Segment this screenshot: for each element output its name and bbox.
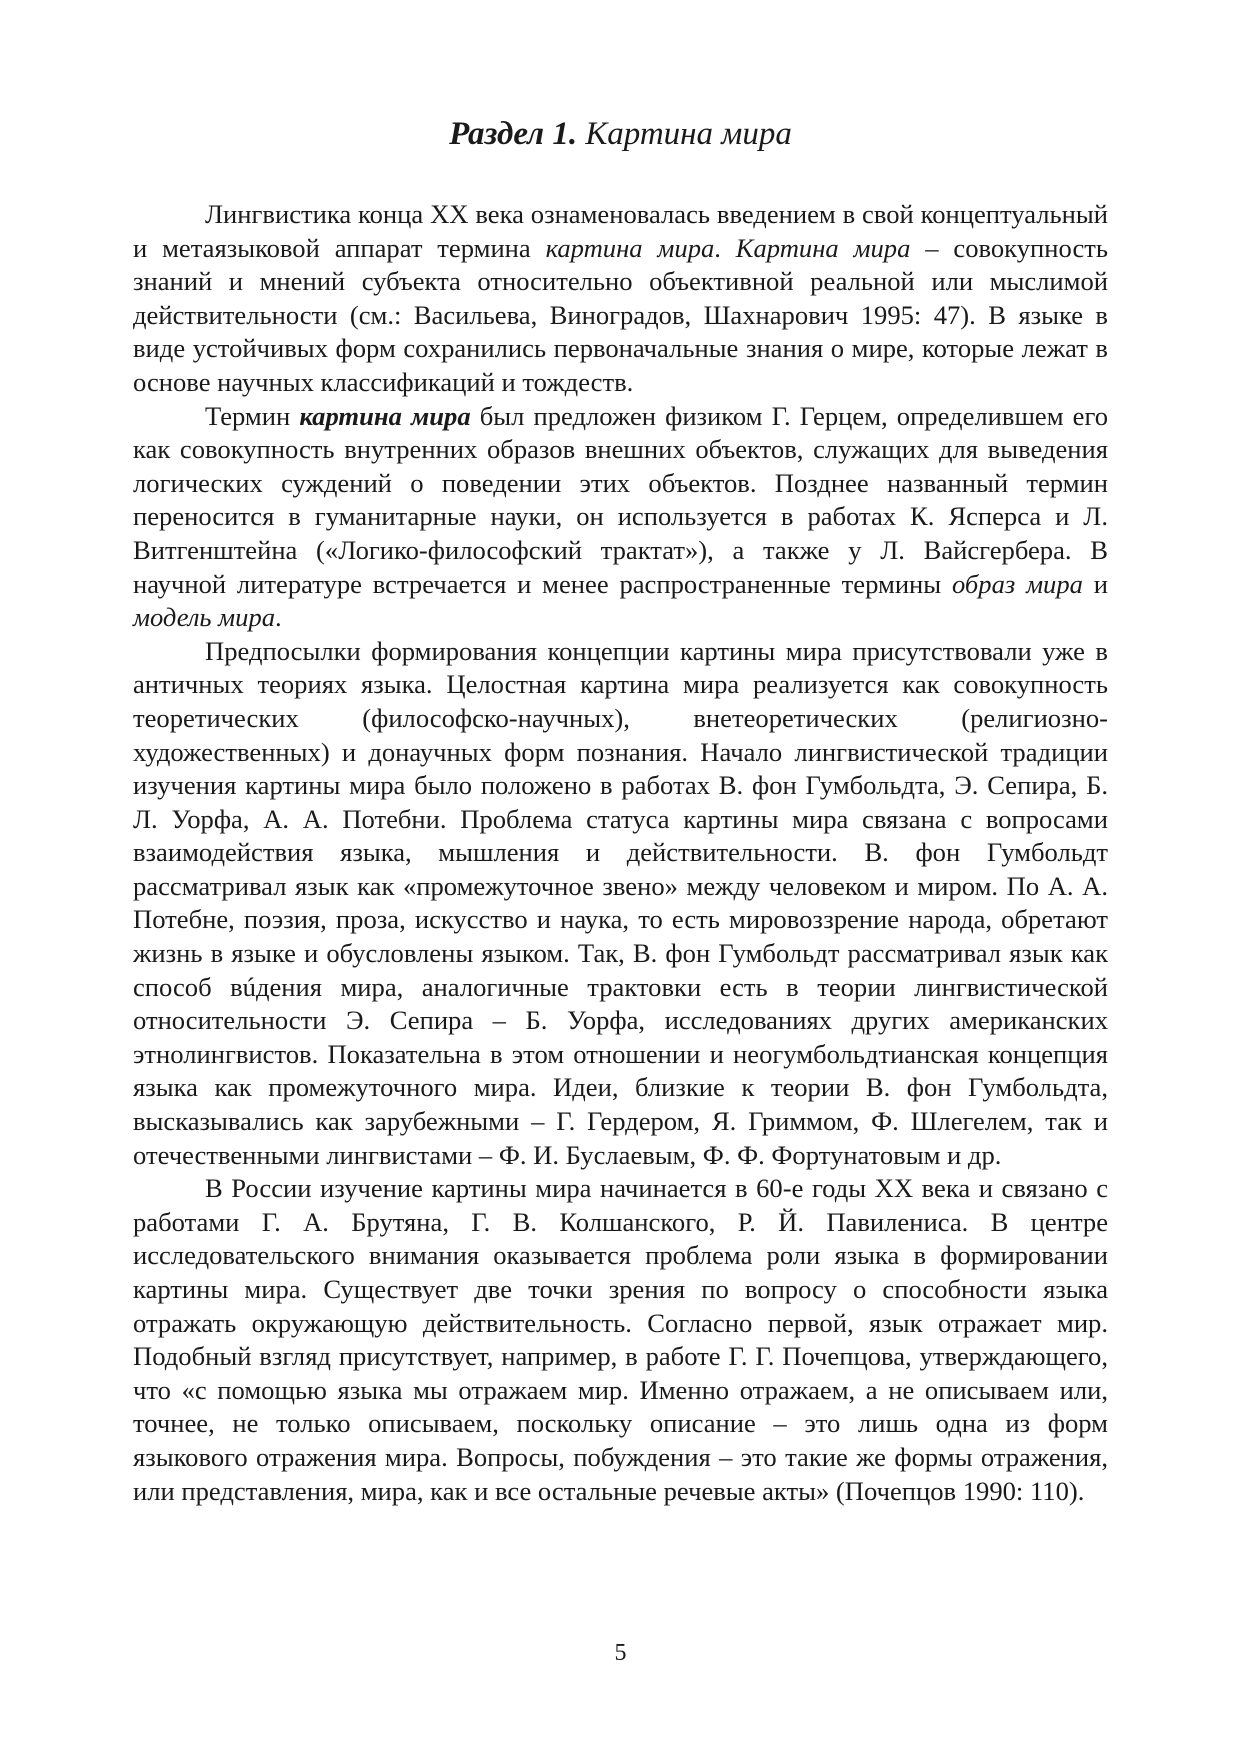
paragraph-4: В России изучение картины мира начинается в 60-е годы XX века и связано с работами Г. А. Брутяна, Г. В. Колшанского, Р. Й. Павилениса. В центре исследовательского внимания оказывается проблема роли языка в формировании картины мира. Существует две точки зрения по вопросу о способности языка отражать окружающую действительность. Согласно первой, язык отражает мир. Подобный взгляд присутствует, например, в работе Г. Г. Почепцова, утверждающего, что «с помощью языка мы отражаем мир. Именно отражаем, а не описываем или, точнее, не только описываем, поскольку описание – это лишь одна из форм языкового отражения мира. Вопросы, побуждения – это такие же формы отражения, или представления, мира, как и все остальные речевые акты» (Почепцов 1990: 110).	[133, 1173, 1108, 1506]
page-number: 5	[614, 1640, 627, 1666]
text-run: Термин	[205, 400, 300, 431]
text-run: .	[714, 232, 736, 263]
text-run: и	[1082, 568, 1108, 599]
section-title: Картина мира	[585, 116, 792, 152]
term-italic: модель мира	[133, 602, 276, 633]
term-italic: образ мира	[951, 568, 1083, 599]
term-italic: картина мира	[545, 232, 715, 263]
paragraph-2	[133, 400, 1108, 635]
term-bold-italic: картина мира	[299, 400, 471, 431]
section-number: Раздел 1.	[449, 116, 578, 152]
paragraph-3: Предпосылки формирования концепции картины мира присутствовали уже в античных теориях языка. Целостная картина мира реализуется как совокупность теоретических (философско-научных), внетеоретических (религиозно-художественных) и донаучных форм познания. Начало лингвистической традиции изучения картины мира было положено в работах В. фон Гумбольдта, Э. Сепира, Б. Л. Уорфа, А. А. Потебни. Проблема статуса картины мира связана с вопросами взаимодействия языка, мышления и действительности. В. фон Гумбольдт рассматривал язык как «промежуточное звено» между человеком и миром. По А. А. Потебне, поэзия, проза, искусство и наука, то есть мировоззрение народа, обретают жизнь в языке и обусловлены языком. Так, В. фон Гумбольдт рассматривал язык как способ вúдения мира, аналогичные трактовки есть в теории лингвистической относительности Э. Сепира – Б. Уорфа, исследованиях других американских этнолингвистов. Показательна в этом отношении и неогумбольдтианская концепция языка как промежуточного мира. Идеи, близкие к теории В. фон Гумбольдта, высказывались как зарубежными – Г. Гердером, Я. Гриммом, Ф. Шлегелем, так и отечественными лингвистами – Ф. И. Буслаевым, Ф. Ф. Фортунатовым и др.	[133, 635, 1108, 1170]
text-run: был предложен физиком Г. Герцем, определившем его как совокупность внутренних образов внешних объектов, служащих для выведения логических суждений о поведении этих объектов. Позднее названный термин переносится в гуманитарные науки, он используется в работах К. Ясперса и Л. Витгенштейна («Логико-философский трактат»), а также у Л. Вайсгербера. В научной литературе встречается и менее распространенные термины	[133, 400, 1108, 599]
text-run: Лингвистика конца XX века ознаменовалась введением в свой концептуальный и метаязыковой аппарат термина	[133, 199, 1108, 263]
term-italic: Картина мира	[735, 232, 911, 263]
section-heading	[133, 110, 1108, 158]
text-run: .	[275, 602, 282, 633]
paragraph-1	[133, 198, 1108, 400]
document-page	[133, 110, 1108, 1508]
text-run: – совокупность знаний и мнений субъекта относительно объективной реальной или мыслимой действительности (см.: Васильева, Виноградов, Шахнарович 1995: 47). В языке в виде устойчивых форм сохранились первоначальные знания о мире, которые лежат в основе научных классификаций и тождеств.	[133, 232, 1108, 397]
